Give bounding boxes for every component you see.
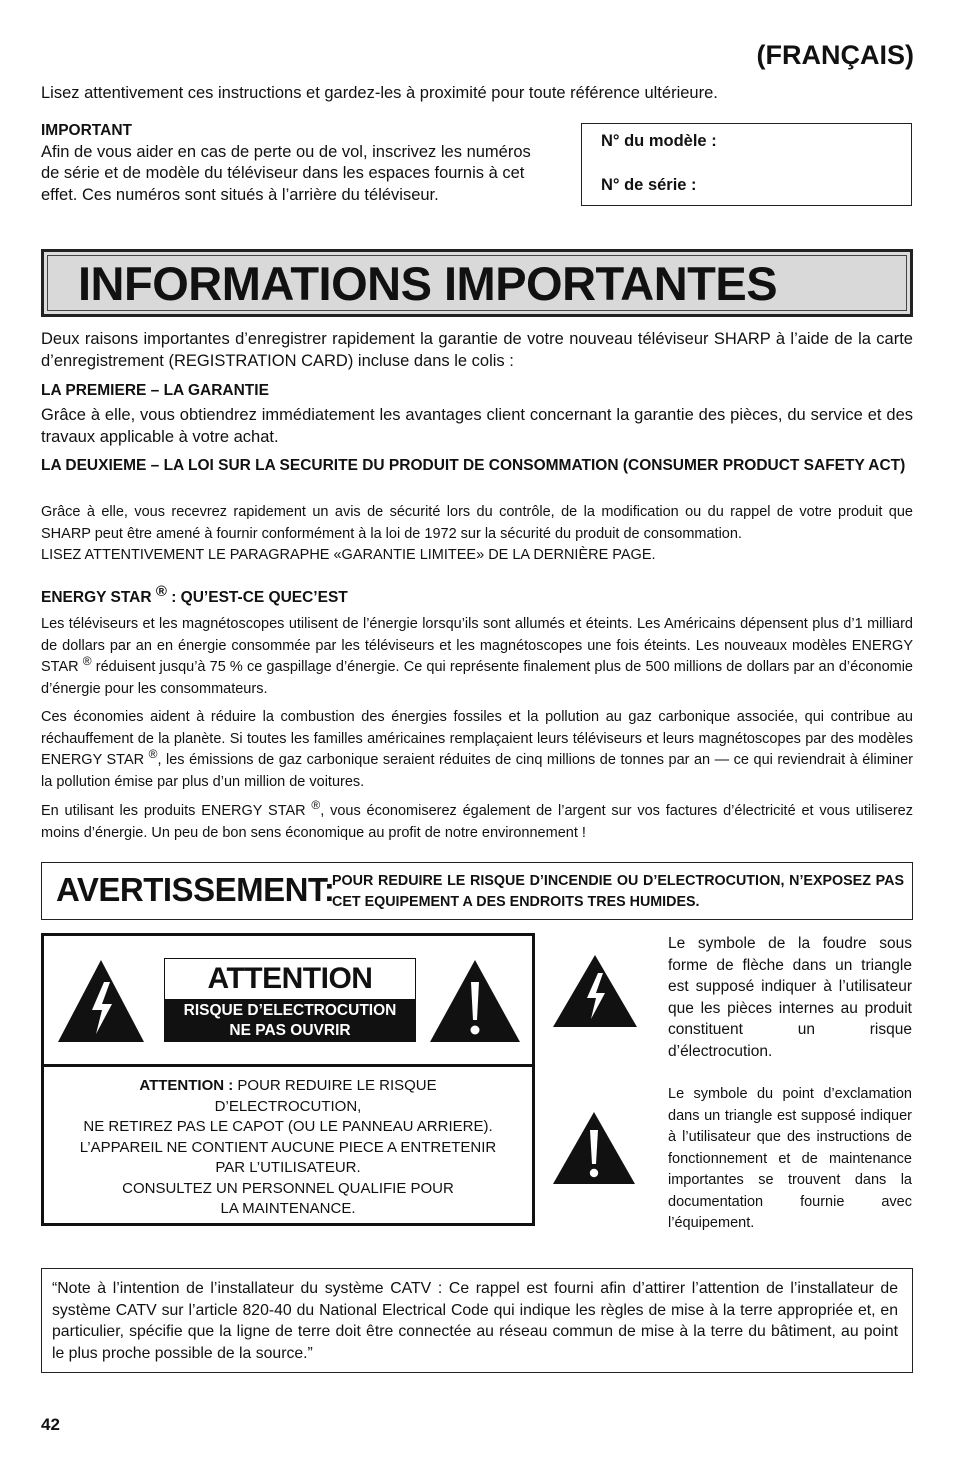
intro-text: Lisez attentivement ces instructions et gardez-les à proximité pour toute référence ultérieure. [41,84,718,102]
second-reason-heading: LA DEUXIEME – LA LOI SUR LA SECURITE DU PRODUIT DE CONSOMMATION (CONSUMER PRODUCT SAFETY ACT) [41,457,906,474]
serial-number-label: N° de série : [601,176,697,194]
catv-note: “Note à l’intention de l’installateur du système CATV : Ce rappel est fourni afin d’attirer l’attention de l’installateur de système CATV sur l’article 820-40 du National Electrical Code qui indique les règles de mise à la terre appropriée et, en particulier, spécifie que la ligne de terre doit être connectée au réseau commun de mise à la terre du bâtiment, au point le plus proche possible de la source.” [41,1268,913,1373]
warning-text: POUR REDUIRE LE RISQUE D’INCENDIE OU D’ELECTROCUTION, N’EXPOSEZ PAS CET EQUIPEMENT A DES ENDROITS TRES HUMIDES. [332,873,904,910]
lightning-triangle-icon [56,958,146,1044]
second-reason-text: Grâce à elle, vous recevrez rapidement un avis de sécurité lors du contrôle, de la modification ou du rappel de votre produit que SHARP peut être amené à fournir conformément à la loi de 1972 sur la sécurité du produit de consommation. [41,504,913,542]
attention-header [44,936,532,1067]
page-number: 42 [41,1415,60,1434]
exclamation-symbol-icon [551,1110,637,1186]
attention-label [164,958,416,1042]
attention-subtitle: RISQUE D’ELECTROCUTION NE PAS OUVRIR [164,999,416,1042]
language-heading: (FRANÇAIS) [756,40,914,70]
exclamation-triangle-icon [428,958,522,1044]
attention-box [41,933,535,1226]
warning-label: AVERTISSEMENT: [56,871,335,908]
lightning-symbol-icon [551,953,639,1029]
model-number-label: N° du modèle : [601,132,717,150]
exclamation-symbol-text: Le symbole du point d’exclamation dans un triangle est supposé indiquer à l’utilisateur que des instructions de fonctionnement et de maintenance importantes se trouvent dans la documentation fournie avec l’équipement. [668,1086,912,1231]
energy-star-heading: ENERGY STAR ® : QU’EST-CE QUEC’EST [41,583,348,606]
lightning-symbol-text: Le symbole de la foudre sous forme de flèche dans un triangle est supposé indiquer à l’utilisateur que les pièces internes au produit constituent un risque d’électrocution. [668,935,912,1060]
page-title: INFORMATIONS IMPORTANTES [78,257,778,310]
important-section [41,120,541,206]
important-text: Afin de vous aider en cas de perte ou de vol, inscrivez les numéros de série et de modèle du téléviseur dans les espaces fournis à cet effet. Ces numéros sont situés à l’arrière du téléviseur. [41,142,531,204]
model-serial-box [581,123,912,206]
energy-paragraph-1: Les téléviseurs et les magnétoscopes utilisent de l’énergie lorsqu’ils sont allumés et éteints. Les Américains dépensent plus d’1 milliard de dollars par an en énergie consommée par les téléviseurs et les magnétoscopes une fois éteints. Les nouveaux modèles ENERGY STAR ® réduisent jusqu’à 75 % ce gaspillage d’énergie. Ce qui représente finalement plus de 500 millions de dollars par an d’économie d’énergie pour les consommateurs. [41,616,913,697]
second-reason-note: LISEZ ATTENTIVEMENT LE PARAGRAPHE «GARANTIE LIMITEE» DE LA DERNIÈRE PAGE. [41,547,656,563]
registered-mark: ® [155,583,167,600]
energy-paragraph-2: Ces économies aident à réduire la combustion des énergies fossiles et la pollution au gaz carbonique associée, qui contribue au réchauffement de la planète. Si toutes les familles américaines remplaçaient leurs téléviseurs et leurs magnétoscopes par des modèles ENERGY STAR ®, les émissions de gaz carbonique seraient réduites de cinq millions de tonnes par an — ce qui reviendrait à éliminer la pollution émise par plus d’un million de voitures. [41,709,913,790]
attention-instructions: ATTENTION : POUR REDUIRE LE RISQUE D’ELECTROCUTION, NE RETIREZ PAS LE CAPOT (OU LE PANNEAU ARRIERE). L’APPAREIL NE CONTIENT AUCUNE PIECE A ENTRETENIR PAR L’UTILISATEUR. CONSULTEZ UN PERSONNEL QUALIFIE POUR LA MAINTENANCE. [79,1077,497,1217]
attention-title: ATTENTION [164,958,416,1000]
energy-paragraph-3: En utilisant les produits ENERGY STAR ®, vous économiserez également de l’argent sur vos factures d’électricité et vous utiliserez moins d’énergie. Un peu de bon sens économique au profit de notre environnement ! [41,798,913,841]
title-banner [41,249,913,317]
important-heading: IMPORTANT [41,122,132,139]
first-reason-heading: LA PREMIERE – LA GARANTIE [41,382,269,399]
first-reason-text: Grâce à elle, vous obtiendrez immédiatement les avantages client concernant la garantie des pièces, du service et des travaux applicable à votre achat. [41,406,913,446]
registration-intro: Deux raisons importantes d’enregistrer rapidement la garantie de votre nouveau téléviseur SHARP à l’aide de la carte d’enregistrement (REGISTRATION CARD) incluse dans le colis : [41,330,913,370]
warning-box [41,862,913,920]
